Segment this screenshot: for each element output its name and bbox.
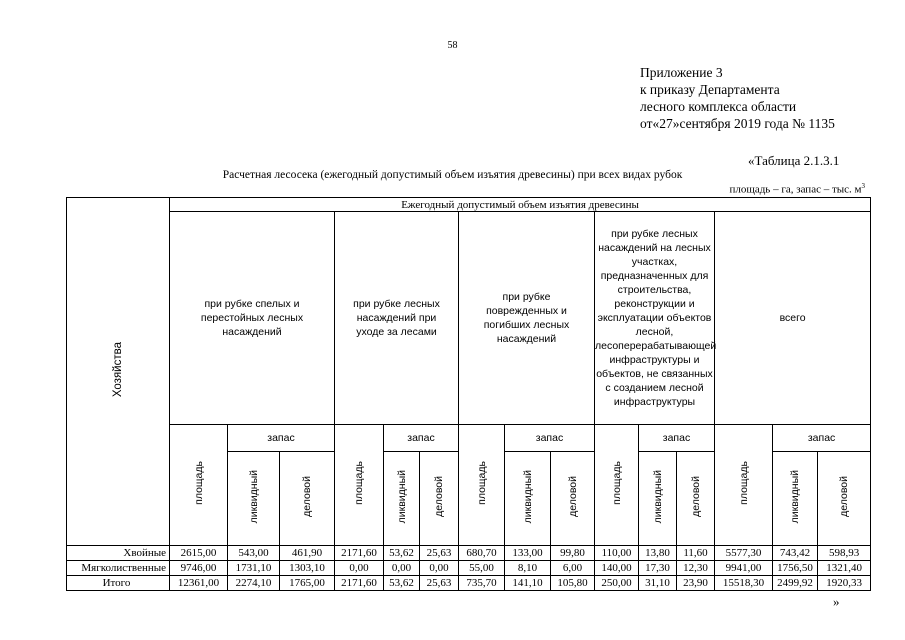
table-cell: 25,63	[420, 545, 459, 560]
row-label: Мягколиственные	[67, 560, 170, 575]
business-header	[420, 451, 459, 545]
stock-header-2: запас	[384, 425, 459, 451]
header-row-groups	[67, 212, 871, 425]
table-cell: 99,80	[551, 545, 595, 560]
table-cell: 140,00	[595, 560, 639, 575]
table-cell: 2274,10	[228, 575, 280, 590]
table-cell: 9941,00	[715, 560, 773, 575]
table-cell: 31,10	[639, 575, 677, 590]
business-header	[280, 451, 335, 545]
liquid-label: ликвидный	[247, 469, 260, 524]
stock-header-3: запас	[505, 425, 595, 451]
table-cell: 15518,30	[715, 575, 773, 590]
table-cell: 8,10	[505, 560, 551, 575]
area-header-5	[715, 425, 773, 545]
table-cell: 0,00	[335, 560, 384, 575]
stock-header-1: запас	[228, 425, 335, 451]
appendix-line-3: лесного комплекса области	[640, 99, 797, 114]
liquid-header	[384, 451, 420, 545]
group-header-mature: при рубке спелых и перестойных лесных насаждений	[170, 212, 335, 425]
allowable-cut-table	[66, 197, 871, 591]
business-label: деловой	[433, 476, 445, 517]
table-cell: 2499,92	[773, 575, 818, 590]
appendix-block	[640, 64, 835, 132]
table-cell: 2171,60	[335, 545, 384, 560]
table-cell: 133,00	[505, 545, 551, 560]
area-header-3	[459, 425, 505, 545]
table-cell: 25,63	[420, 575, 459, 590]
area-header-1	[170, 425, 228, 545]
business-label: деловой	[301, 476, 313, 517]
liquid-label: ликвидный	[651, 469, 664, 524]
header-row-annual	[67, 198, 871, 212]
group-header-infrastructure: при рубке лесных насаждений на лесных участках, предназначенных для строительства, реконструкции и эксплуатации объектов лесной, лесоперерабатывающей инфраструктуры и объектов, не связанных с созданием лесной инфраструктуры	[595, 212, 715, 425]
page-number: 58	[447, 40, 458, 51]
table-cell: 1303,10	[280, 560, 335, 575]
group-header-total: всего	[715, 212, 871, 425]
table-cell: 55,00	[459, 560, 505, 575]
table-cell: 13,80	[639, 545, 677, 560]
liquid-label: ликвидный	[521, 469, 534, 524]
table-cell: 9746,00	[170, 560, 228, 575]
table-cell: 53,62	[384, 545, 420, 560]
area-label: площадь	[610, 461, 623, 506]
table-cell: 110,00	[595, 545, 639, 560]
business-header	[551, 451, 595, 545]
row-label: Хвойные	[67, 545, 170, 560]
area-label: площадь	[475, 461, 488, 506]
table-cell: 23,90	[677, 575, 715, 590]
area-header-4	[595, 425, 639, 545]
table-row-coniferous	[67, 545, 871, 560]
appendix-line-4: от«27»сентября 2019 года № 1135	[640, 116, 835, 131]
table-cell: 12,30	[677, 560, 715, 575]
business-header	[818, 451, 871, 545]
table-cell: 6,00	[551, 560, 595, 575]
group-header-damaged: при рубке поврежденных и погибших лесных насаждений	[459, 212, 595, 425]
business-label: деловой	[838, 476, 851, 517]
table-cell: 2171,60	[335, 575, 384, 590]
table-cell: 1920,33	[818, 575, 871, 590]
table-title: Расчетная лесосека (ежегодный допустимый объем изъятия древесины) при всех видах рубок	[222, 169, 683, 181]
appendix-line-2: к приказу Департамента	[640, 82, 780, 97]
appendix-line-1: Приложение 3	[640, 65, 723, 80]
farm-header	[67, 198, 170, 546]
table-cell: 743,42	[773, 545, 818, 560]
units-superscript: 3	[861, 182, 865, 190]
table-cell: 250,00	[595, 575, 639, 590]
table-cell: 0,00	[420, 560, 459, 575]
table-cell: 598,93	[818, 545, 871, 560]
table-cell: 1765,00	[280, 575, 335, 590]
liquid-header	[639, 451, 677, 545]
stock-header-5: запас	[773, 425, 871, 451]
table-cell: 735,70	[459, 575, 505, 590]
business-label: деловой	[566, 476, 579, 517]
table-cell: 1731,10	[228, 560, 280, 575]
table-cell: 105,80	[551, 575, 595, 590]
table-cell: 543,00	[228, 545, 280, 560]
table-label: «Таблица 2.1.3.1	[748, 153, 840, 168]
business-label: деловой	[689, 476, 702, 517]
table-cell: 680,70	[459, 545, 505, 560]
table-cell: 12361,00	[170, 575, 228, 590]
table-cell: 17,30	[639, 560, 677, 575]
area-label: площадь	[192, 461, 205, 506]
stock-header-4: запас	[639, 425, 715, 451]
business-header	[677, 451, 715, 545]
units-text: площадь – га, запас – тыс. м	[729, 183, 862, 196]
units-note	[729, 182, 865, 196]
liquid-header	[505, 451, 551, 545]
table-cell: 461,90	[280, 545, 335, 560]
table-cell: 5577,30	[715, 545, 773, 560]
table-row-softwood	[67, 560, 871, 575]
farm-header-label: Хозяйства	[112, 342, 124, 398]
group-header-care: при рубке лесных насаждений при уходе за лесами	[335, 212, 459, 425]
table-cell: 1321,40	[818, 560, 871, 575]
area-header-2	[335, 425, 384, 545]
table-cell: 11,60	[677, 545, 715, 560]
table-cell: 141,10	[505, 575, 551, 590]
liquid-header	[773, 451, 818, 545]
table-cell: 53,62	[384, 575, 420, 590]
annual-header: Ежегодный допустимый объем изъятия древесины	[170, 198, 871, 212]
row-label: Итого	[67, 575, 170, 590]
table-cell: 2615,00	[170, 545, 228, 560]
area-label: площадь	[737, 461, 750, 506]
area-label: площадь	[353, 461, 365, 506]
table-cell: 0,00	[384, 560, 420, 575]
header-row-stock	[67, 425, 871, 451]
liquid-label: ликвидный	[395, 469, 408, 524]
table-cell: 1756,50	[773, 560, 818, 575]
table-row-total	[67, 575, 871, 590]
liquid-header	[228, 451, 280, 545]
closing-quote: »	[833, 594, 840, 609]
liquid-label: ликвидный	[789, 469, 801, 524]
